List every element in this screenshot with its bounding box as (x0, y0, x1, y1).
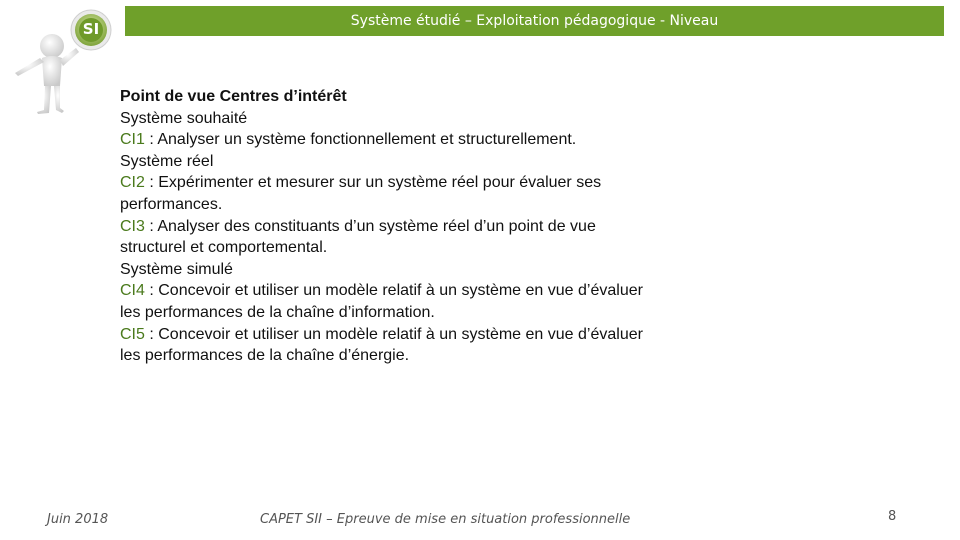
ci-code: CI3 (120, 217, 145, 235)
ci-item (120, 129, 740, 151)
ci-item (120, 280, 740, 302)
header-title: Système étudié – Exploitation pédagogique - Niveau (350, 13, 719, 29)
ci-code: CI1 (120, 131, 145, 149)
footer-title: CAPET SII – Epreuve de mise en situation professionnelle (260, 512, 631, 527)
page-number: 8 (888, 509, 897, 524)
content-block (120, 86, 740, 367)
ci-text: : Expérimenter et mesurer sur un système réel pour évaluer ses (144, 174, 602, 192)
ci-text-continued: les performances de la chaîne d’énergie. (120, 347, 410, 365)
logo-text: SI (82, 20, 100, 38)
ci-code: CI5 (120, 325, 145, 343)
content-title: Point de vue Centres d’intérêt (120, 88, 347, 105)
ci-text: : Analyser des constituants d’un système réel d’un point de vue (144, 217, 596, 235)
ci-item (120, 324, 740, 346)
ci-item (120, 216, 740, 238)
ci-text: : Analyser un système fonctionnellement et structurellement. (144, 131, 577, 149)
ci-text-continued: structurel et comportemental. (120, 239, 328, 257)
ci-text: : Concevoir et utiliser un modèle relatif à un système en vue d’évaluer (144, 325, 643, 343)
section-heading: Système simulé (120, 260, 233, 278)
ci-code: CI2 (120, 174, 145, 192)
section-heading: Système souhaité (120, 109, 248, 127)
logo-area (4, 2, 114, 120)
section-heading: Système réel (120, 152, 214, 170)
footer-date: Juin 2018 (47, 512, 109, 527)
ci-code: CI4 (120, 282, 145, 300)
header-bar (125, 6, 944, 36)
ci-text-continued: les performances de la chaîne d’information. (120, 303, 435, 321)
ci-text: : Concevoir et utiliser un modèle relatif à un système en vue d’évaluer (144, 282, 643, 300)
ci-text-continued: performances. (120, 195, 223, 213)
ci-item (120, 172, 740, 194)
